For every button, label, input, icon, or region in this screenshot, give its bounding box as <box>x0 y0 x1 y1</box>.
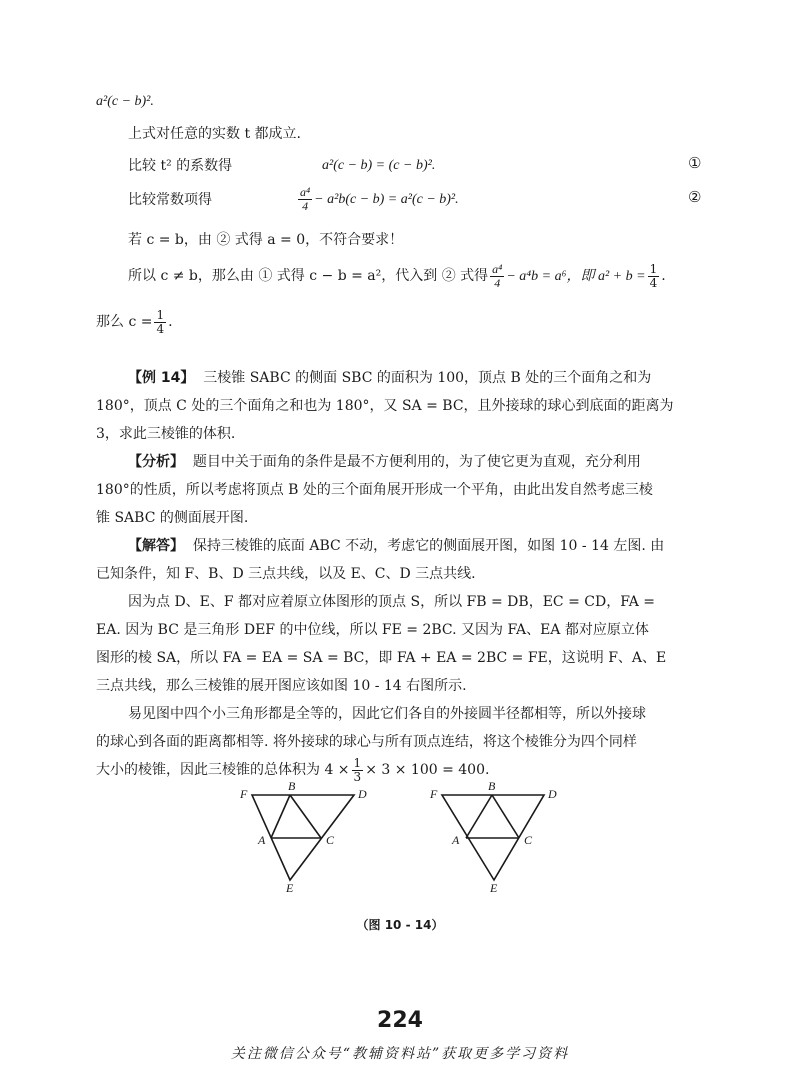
text-line: 若 c = b，由 ② 式得 a = 0，不符合要求！ <box>128 232 404 248</box>
label-c: C <box>524 833 533 847</box>
fraction: $\frac{1}{4}$ <box>156 307 165 336</box>
text-line: a²(c − b)². <box>96 94 154 109</box>
label-d: D <box>358 787 367 801</box>
fraction: $\frac{\text{a⁴}}{4}$ <box>300 185 311 214</box>
footer-note: 关注微信公众号“教辅资料站”获取更多学习资料 <box>230 1046 570 1062</box>
text-line: 所以 c ≠ b，那么由 ① 式得 c − b = a²，代入到 ② 式得 $\frac{\text{a⁴}}{4}$ − a⁴b = a⁶，即 a² + b = $\frac{1}{4}$ . <box>128 261 666 290</box>
edge-bc <box>290 795 321 838</box>
edge-ba <box>466 795 492 838</box>
equation-label: 比较常数项得 <box>128 192 212 208</box>
label-c: C <box>326 833 335 847</box>
solution-line: 三点共线，那么三棱锥的展开图应该如图 10 - 14 右图所示. <box>96 678 467 694</box>
label-b: B <box>488 780 496 793</box>
solution-line: 的球心到各面的距离都相等. 将外接球的球心与所有顶点连结，将这个棱锥分为四个同样 <box>96 734 637 750</box>
example-tag: 【例 14】 <box>128 370 195 386</box>
fraction: $\frac{1}{4}$ <box>649 261 658 290</box>
label-a: A <box>452 833 460 847</box>
equation: a²(c − b) = (c − b)². <box>322 158 436 173</box>
label-b: B <box>288 780 296 793</box>
solution-line: 因为点 D、E、F 都对应着原立体图形的顶点 S，所以 FB = DB，EC = CD，FA = <box>128 594 655 610</box>
example-line: 180°，顶点 C 处的三个面角之和也为 180°，又 SA = BC，且外接球的球心到底面的距离为 <box>96 398 674 414</box>
figure-10-14 <box>230 780 570 910</box>
text-line: 上式对任意的实数 t 都成立. <box>128 126 301 142</box>
solution-line: 【解答】 保持三棱锥的底面 ABC 不动，考虑它的侧面展开图，如图 10 - 14 左图. 由 <box>128 538 665 554</box>
label-f: F <box>240 787 248 801</box>
label-d: D <box>548 787 557 801</box>
label-a: A <box>258 833 266 847</box>
fraction: $\frac{\text{a⁴}}{4}$ <box>492 261 503 290</box>
page-number: 224 <box>377 1008 423 1033</box>
analysis-line: 锥 SABC 的侧面展开图. <box>96 510 249 526</box>
equation-number: ① <box>688 154 702 172</box>
label-e: E <box>286 881 294 895</box>
equation-label: 比较 t² 的系数得 <box>128 158 233 174</box>
analysis-line: 【分析】 题目中关于面角的条件是最不方便利用的，为了使它更为直观，充分利用 <box>128 454 641 470</box>
edge-bc <box>492 795 519 838</box>
solution-line: 已知条件，知 F、B、D 三点共线，以及 E、C、D 三点共线. <box>96 566 476 582</box>
text-line: 那么 c = $\frac{1}{4}$ . <box>96 307 173 336</box>
analysis-line: 180°的性质，所以考虑将顶点 B 处的三个面角展开形成一个平角，由此出发自然考虑三棱 <box>96 482 653 498</box>
example-line: 【例 14】 三棱锥 SABC 的侧面 SBC 的面积为 100，顶点 B 处的三个面角之和为 <box>128 370 652 386</box>
solution-line: 易见图中四个小三角形都是全等的，因此它们各自的外接圆半径都相等，所以外接球 <box>128 706 646 722</box>
equation-number: ② <box>688 188 702 206</box>
label-e: E <box>490 881 498 895</box>
analysis-tag: 【分析】 <box>128 454 184 470</box>
equation: $\frac{\text{a⁴}}{4}$ − a²b(c − b) = a²(c − b)². <box>300 185 459 214</box>
solution-line: 大小的棱锥，因此三棱锥的总体积为 4 × $\frac{1}{3}$ × 3 × 100 = 400. <box>96 755 490 784</box>
solution-line: EA. 因为 BC 是三角形 DEF 的中位线，所以 FE = 2BC. 又因为 FA、EA 都对应原立体 <box>96 622 649 638</box>
solution-tag: 【解答】 <box>128 538 184 554</box>
left-diagram <box>252 795 354 880</box>
solution-line: 图形的棱 SA，所以 FA = EA = SA = BC，即 FA + EA = 2BC = FE，这说明 F、A、E <box>96 650 667 666</box>
fraction: $\frac{1}{3}$ <box>353 755 362 784</box>
label-f: F <box>430 787 438 801</box>
example-line: 3，求此三棱锥的体积. <box>96 426 236 442</box>
edge-ba <box>271 795 290 838</box>
figure-caption: （图 10 - 14） <box>356 918 444 932</box>
